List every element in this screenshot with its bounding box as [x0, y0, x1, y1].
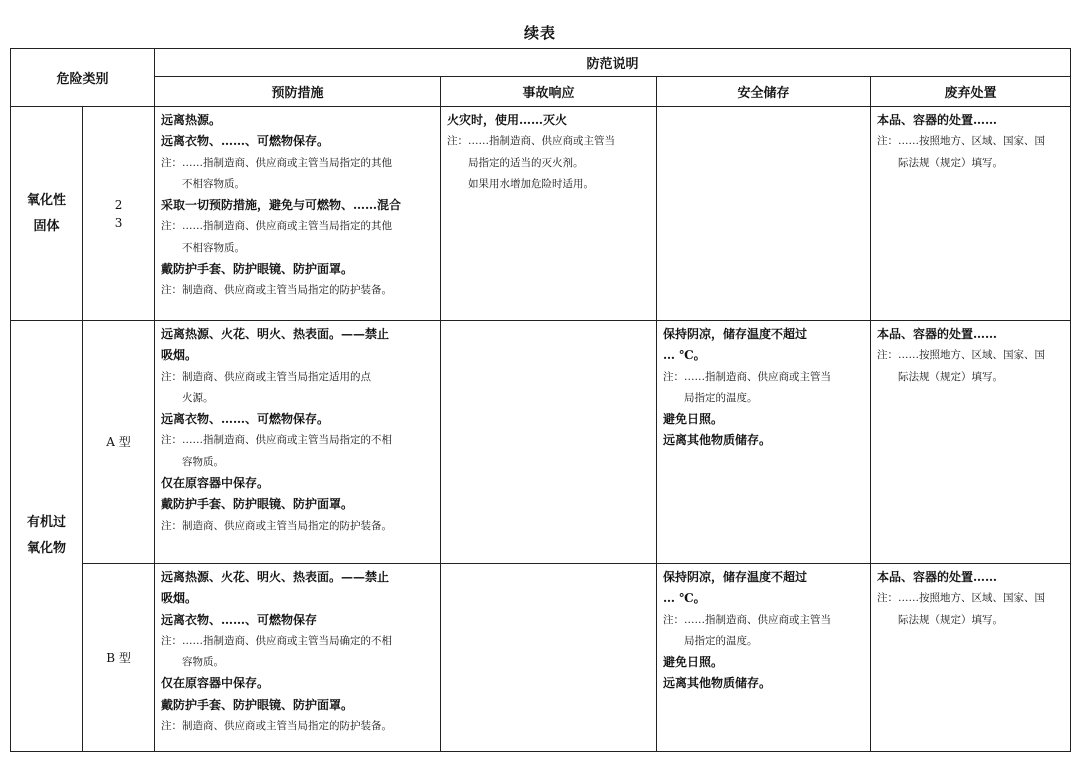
instruction-line: 本品、容器的处置…… — [877, 570, 998, 584]
category-line: 有机过 — [26, 515, 66, 530]
instruction-line: 避免日照。 — [663, 655, 724, 670]
instruction-line: … ℃。 — [663, 591, 706, 606]
instruction-line: 避免日照。 — [663, 412, 724, 427]
level-label: 3 — [114, 215, 123, 230]
instruction-line: 戴防护手套、防护眼镜、防护面罩。 — [161, 262, 354, 277]
note-line: 注：……按照地方、区域、国家、国 — [877, 349, 1046, 362]
precaution-table — [10, 48, 1071, 752]
note-line: 注：……指制造商、供应商或主管当 — [447, 135, 616, 148]
instruction-line: 保持阴凉，储存温度不超过 — [663, 570, 808, 584]
note-line: 容物质。 — [182, 455, 225, 468]
type-a-label: A 型 — [83, 321, 155, 564]
instruction-line: 仅在原容器中保存。 — [161, 476, 270, 491]
category-line: 氧化性 — [26, 192, 66, 208]
instruction-line: 远离其他物质储存。 — [663, 676, 772, 691]
note-line: 际法规（规定）填写。 — [898, 156, 1004, 169]
instruction-line: 采取一切预防措施，避免与可燃物、……混合 — [161, 198, 402, 213]
note-line: 如果用水增加危险时适用。 — [468, 177, 595, 190]
storage-cell — [657, 564, 871, 752]
note-line: 局指定的温度。 — [684, 634, 758, 647]
note-line: 局指定的适当的灭火剂。 — [468, 156, 584, 169]
note-line: 局指定的温度。 — [684, 391, 758, 404]
header-storage: 安全储存 — [657, 77, 871, 107]
instruction-line: 远离其他物质储存。 — [663, 433, 772, 448]
header-disposal: 废弃处置 — [871, 77, 1071, 107]
instruction-line: … ℃。 — [663, 348, 706, 363]
note-line: 注：制造商、供应商或主管当局指定适用的点 — [161, 370, 372, 383]
prevention-cell — [155, 107, 441, 321]
note-line: 注：制造商、供应商或主管当局指定的防护装备。 — [161, 284, 393, 297]
note-line: 际法规（规定）填写。 — [898, 613, 1004, 626]
note-line: 注：制造商、供应商或主管当局指定的防护装备。 — [161, 519, 393, 532]
note-line: 际法规（规定）填写。 — [898, 370, 1004, 383]
note-line: 容物质。 — [182, 656, 225, 669]
note-line: 不相容物质。 — [182, 241, 246, 254]
instruction-line: 远离热源、火花、明火、热表面。——禁止 — [161, 327, 390, 341]
note-line: 注：……按照地方、区域、国家、国 — [877, 592, 1046, 605]
prevention-cell — [155, 564, 441, 752]
category-oxidizing-solid — [11, 107, 83, 321]
note-line: 不相容物质。 — [182, 177, 246, 190]
disposal-cell — [871, 107, 1071, 321]
note-line: 注：……指制造商、供应商或主管当局指定的其他 — [161, 220, 393, 233]
note-line: 注：……指制造商、供应商或主管当 — [663, 613, 832, 626]
header-category: 危险类别 — [11, 49, 155, 107]
instruction-line: 仅在原容器中保存。 — [161, 676, 270, 691]
response-cell — [441, 107, 657, 321]
header-response: 事故响应 — [441, 77, 657, 107]
note-line: 注：……按照地方、区域、国家、国 — [877, 135, 1046, 148]
instruction-line: 远离热源、火花、明火、热表面。——禁止 — [161, 570, 390, 584]
category-levels — [83, 107, 155, 321]
note-line: 注：制造商、供应商或主管当局指定的防护装备。 — [161, 720, 393, 733]
category-organic-peroxide — [11, 321, 83, 752]
instruction-line: 火灾时，使用……灭火 — [447, 113, 568, 127]
instruction-line: 远离热源。 — [161, 113, 222, 127]
instruction-line: 本品、容器的处置…… — [877, 327, 998, 341]
note-line: 注：……指制造商、供应商或主管当局指定的不相 — [161, 434, 393, 447]
note-line: 火源。 — [182, 391, 214, 404]
instruction-line: 吸烟。 — [161, 348, 198, 363]
instruction-line: 远离衣物、……、可燃物保存。 — [161, 412, 330, 427]
level-label: 2 — [114, 197, 123, 212]
instruction-line: 保持阴凉，储存温度不超过 — [663, 327, 808, 341]
type-b-label: B 型 — [83, 564, 155, 752]
header-precaution: 防范说明 — [155, 49, 1071, 77]
instruction-line: 本品、容器的处置…… — [877, 113, 998, 127]
category-line: 氧化物 — [26, 541, 66, 556]
disposal-cell — [871, 564, 1071, 752]
category-line: 固体 — [33, 218, 60, 234]
note-line: 注：……指制造商、供应商或主管当局指定的其他 — [161, 156, 393, 169]
instruction-line: 远离衣物、……、可燃物保存。 — [161, 134, 330, 149]
instruction-line: 戴防护手套、防护眼镜、防护面罩。 — [161, 497, 354, 512]
instruction-line: 远离衣物、……、可燃物保存 — [161, 612, 318, 627]
storage-cell — [657, 321, 871, 564]
table-title: 续表 — [523, 24, 556, 42]
disposal-cell — [871, 321, 1071, 564]
instruction-line: 戴防护手套、防护眼镜、防护面罩。 — [161, 697, 354, 712]
response-cell — [441, 564, 657, 752]
header-prevention: 预防措施 — [155, 77, 441, 107]
note-line: 注：……指制造商、供应商或主管当局确定的不相 — [161, 634, 393, 647]
response-cell — [441, 321, 657, 564]
note-line: 注：……指制造商、供应商或主管当 — [663, 370, 832, 383]
storage-cell — [657, 107, 871, 321]
prevention-cell — [155, 321, 441, 564]
instruction-line: 吸烟。 — [161, 591, 198, 606]
